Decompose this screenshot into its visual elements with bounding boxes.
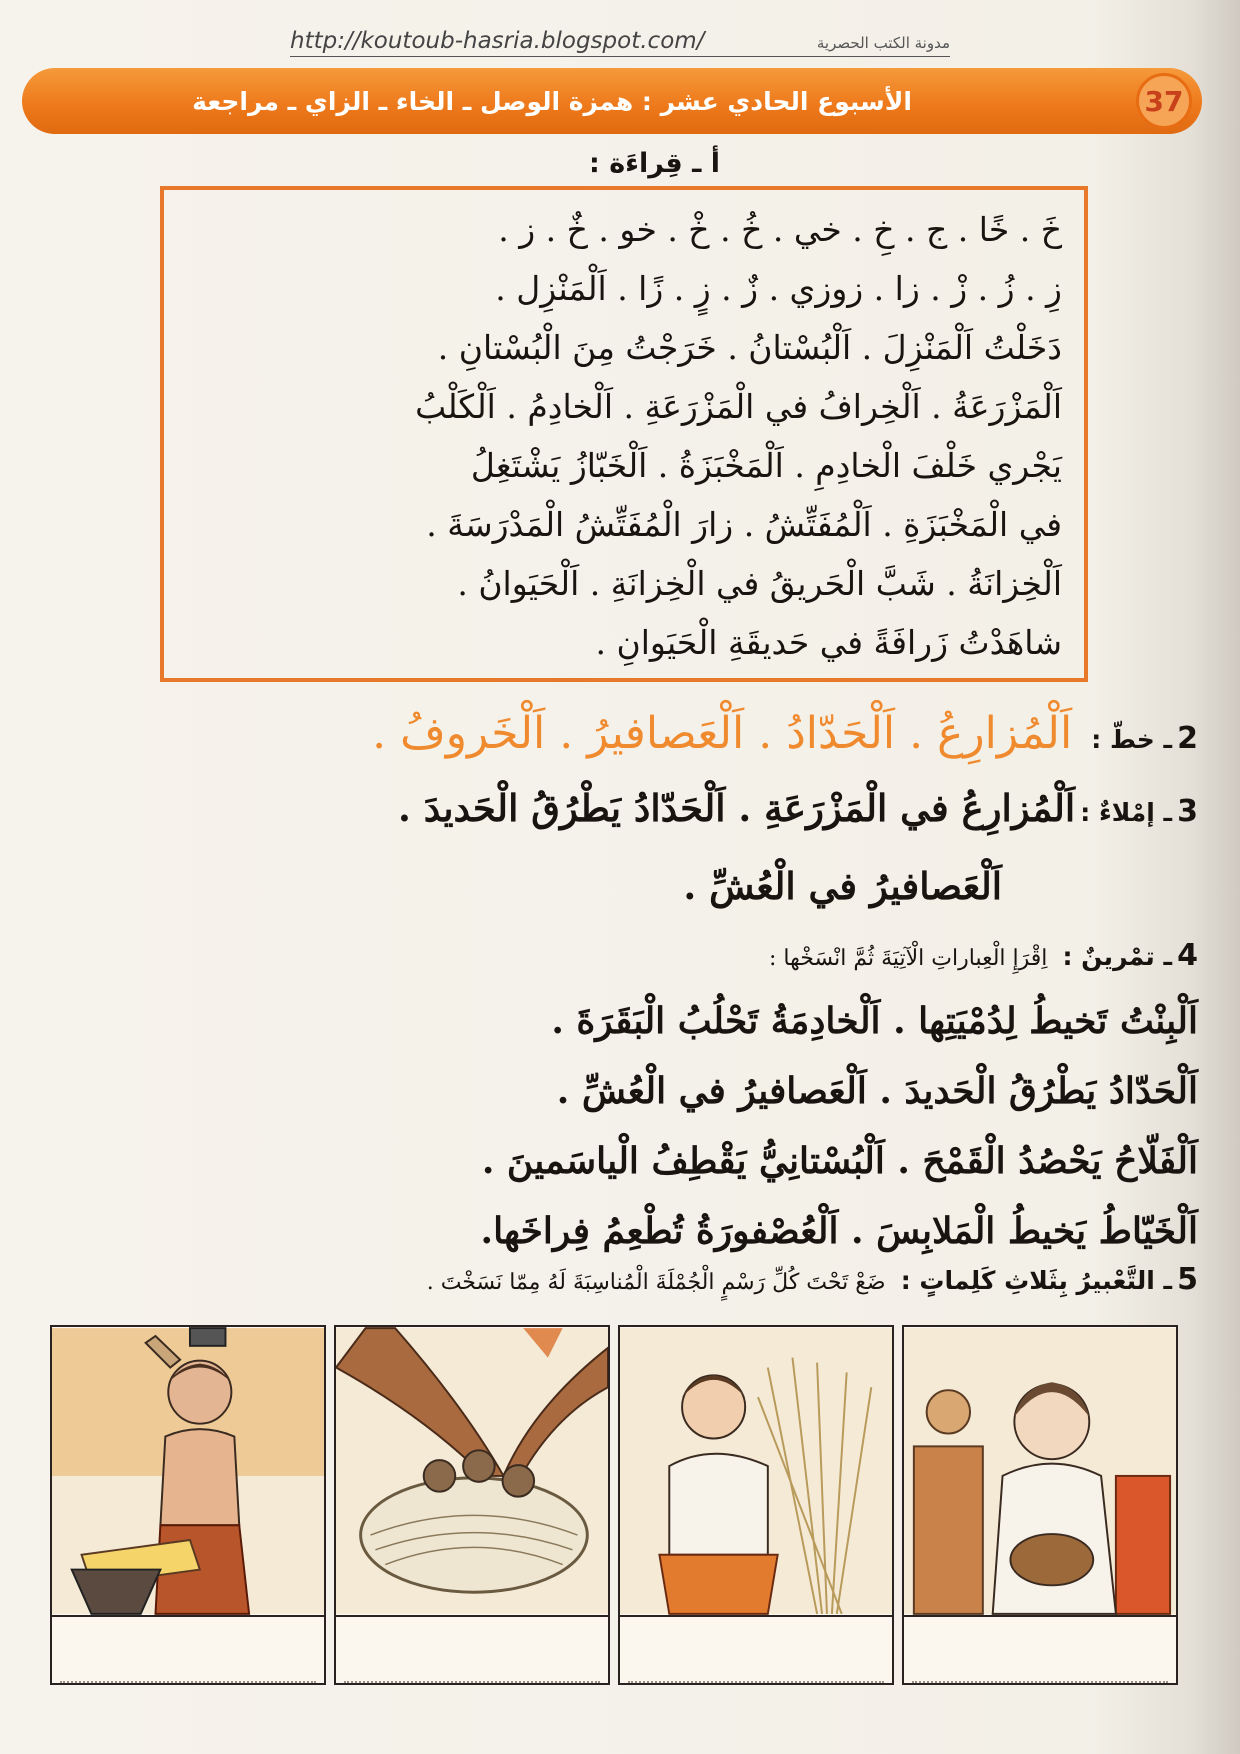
- exercise-instruction: اِقْرَإِ الْعِباراتِ الْآتِيَةَ ثُمَّ انْسَخْها :: [769, 946, 1048, 971]
- lesson-banner: [22, 68, 1202, 134]
- exercise-sentences: [168, 986, 1198, 1266]
- section-label: ـ التَّعْبيرُ بِثَلاثِ كَلِماتٍ :: [900, 1266, 1173, 1295]
- handwriting-words: اَلْمُزارِعُ . اَلْحَدّادُ . اَلْعَصافيرُ . اَلْخَروفُ .: [372, 708, 1073, 759]
- section-number: 4: [1177, 938, 1198, 973]
- blacksmith-illustration-icon: [52, 1327, 324, 1617]
- dictation-line-2: اَلْعَصافيرُ في الْعُشِّ .: [683, 864, 1002, 908]
- picture-row: [50, 1325, 1178, 1685]
- expression-section: [427, 1262, 1198, 1297]
- expression-instruction: ضَعْ تَحْتَ كُلِّ رَسْمٍ الْجُمْلَةَ الْمُناسِبَةَ لَهُ مِمّا نَسَخْتَ .: [426, 1270, 886, 1295]
- reading-line: في الْمَخْبَزَةِ . اَلْمُفَتِّشُ . زارَ الْمُفَتِّشُ الْمَدْرَسَةَ .: [426, 505, 1062, 544]
- reading-line: يَجْري خَلْفَ الْخادِمِ . اَلْمَخْبَزَةُ . اَلْخَبّازُ يَشْتَغِلُ: [470, 446, 1062, 485]
- exercise-line: اَلْفَلّاحُ يَحْصُدُ الْقَمْحَ . اَلْبُسْتانِيُّ يَقْطِفُ الْياسَمينَ .: [481, 1140, 1198, 1182]
- reading-box: [160, 186, 1088, 682]
- reading-line: شاهَدْتُ زَرافَةً في حَديقَةِ الْحَيَوانِ .: [595, 623, 1062, 662]
- section-number: 2: [1177, 721, 1198, 756]
- answer-line[interactable]: [344, 1617, 600, 1683]
- section-number: 3: [1177, 794, 1198, 829]
- page-number: 37: [1136, 73, 1192, 129]
- section-label: ـ خطّ :: [1091, 725, 1173, 754]
- picture-card: [50, 1325, 326, 1685]
- exercise-line: اَلْبِنْتُ تَخيطُ لِدُمْيَتِها . اَلْخادِمَةُ تَحْلُبُ الْبَقَرَةَ .: [551, 1000, 1198, 1042]
- reading-line: خَ . خًا . ج . خِ . خي . خُ . خْ . خو . خٌ . ز .: [498, 210, 1062, 249]
- reading-line: دَخَلْتُ اَلْمَنْزِلَ . اَلْبُسْتانُ . خَرَجْتُ مِنَ الْبُسْتانِ .: [437, 328, 1062, 367]
- dictation-line: اَلْمُزارِعُ في الْمَزْرَعَةِ . اَلْحَدّادُ يَطْرُقُ الْحَديدَ .: [398, 786, 1076, 830]
- source-url[interactable]: http://koutoub-hasria.blogspot.com/: [290, 28, 705, 54]
- reading-line: اَلْخِزانَةُ . شَبَّ الْحَريقُ في الْخِزانَةِ . اَلْحَيَوانُ .: [457, 564, 1062, 603]
- answer-line[interactable]: [912, 1617, 1168, 1683]
- section-label: ـ إمْلاءٌ :: [1080, 798, 1173, 827]
- boy-harvesting-wheat-illustration-icon: [620, 1327, 892, 1617]
- section-label: ـ تمْرينٌ :: [1062, 942, 1173, 971]
- answer-line[interactable]: [628, 1617, 884, 1683]
- reading-line: زِ . زُ . زْ . زا . زوزي . زٌ . زٍ . زًا . اَلْمَنْزِل .: [495, 269, 1062, 308]
- section-number: 5: [1177, 1262, 1198, 1297]
- exercise-line: اَلْخَيّاطُ يَخيطُ الْمَلابِسَ . اَلْعُصْفورَةُ تُطْعِمُ فِراخَها.: [480, 1210, 1198, 1252]
- dictation-section: [398, 786, 1198, 830]
- handwriting-section: [372, 708, 1198, 759]
- blog-name: مدونة الكتب الحصرية: [816, 34, 950, 52]
- picture-card: [618, 1325, 894, 1685]
- source-url-bar: [290, 28, 950, 57]
- girl-sewing-illustration-icon: [904, 1327, 1176, 1617]
- lesson-title: الأسبوع الحادي عشر : همزة الوصل ـ الخاء ـ الزاي ـ مراجعة: [192, 86, 912, 116]
- birds-nest-illustration-icon: [336, 1327, 608, 1617]
- reading-line: اَلْمَزْرَعَةُ . اَلْخِرافُ في الْمَزْرَعَةِ . اَلْخادِمُ . اَلْكَلْبُ: [415, 387, 1062, 426]
- exercise-line: اَلْحَدّادُ يَطْرُقُ الْحَديدَ . اَلْعَصافيرُ في الْعُشِّ .: [556, 1070, 1198, 1112]
- answer-line[interactable]: [60, 1617, 316, 1683]
- reading-heading: أ ـ قِراءَة :: [589, 148, 720, 179]
- picture-card: [334, 1325, 610, 1685]
- picture-card: [902, 1325, 1178, 1685]
- exercise-section: [769, 938, 1198, 973]
